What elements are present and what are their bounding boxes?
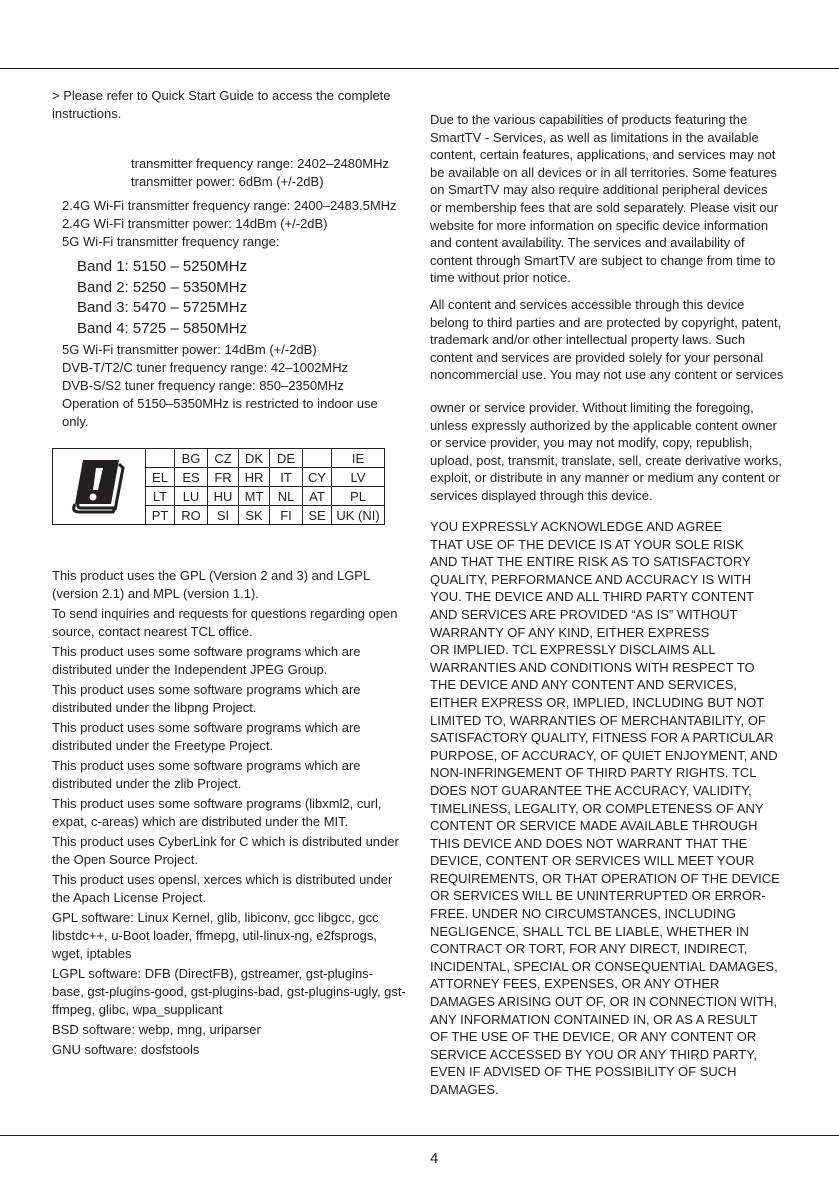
country-code: RO	[175, 506, 208, 525]
text-line: noncommercial use. You may not use any content or services	[430, 367, 784, 383]
text-line: distributed under the libpng Project.	[52, 700, 257, 715]
country-code: IT	[270, 468, 303, 487]
text-line: Band 2: 5250 – 5350MHz	[77, 278, 248, 296]
country-code: NL	[270, 487, 303, 506]
header-rule	[0, 68, 839, 69]
country-code: AT	[303, 487, 332, 506]
text-line: belong to third parties and are protected by copyright, patent,	[430, 314, 782, 330]
text-line: GNU software: dosfstools	[52, 1042, 200, 1057]
text-line: CONTRACT OR TORT, FOR ANY DIRECT, INDIRECT,	[430, 941, 748, 957]
country-code: ES	[175, 468, 208, 487]
wifi-specs	[62, 197, 397, 251]
text-line: LGPL software: DFB (DirectFB), gstreamer, gst-plugins-	[52, 966, 374, 981]
tuner-specs	[62, 341, 378, 431]
license-paragraph	[52, 965, 406, 1019]
text-line: OF THE USE OF THE DEVICE, OR ANY CONTENT OR	[430, 1029, 757, 1045]
bluetooth-specs	[131, 155, 389, 191]
text-line: (version 2.1) and MPL (version 1.1).	[52, 586, 259, 601]
text-line: Operation of 5150–5350MHz is restricted to indoor use	[62, 396, 378, 411]
country-code: UK (NI)	[332, 506, 385, 525]
page-number: 4	[430, 1150, 439, 1167]
text-line: > Please refer to Quick Start Guide to access the complete	[52, 88, 391, 103]
text-line: unless expressly authorized by the applicable content owner	[430, 417, 777, 433]
text-line: the Apach License Project.	[52, 890, 206, 905]
text-line: EITHER EXPRESS OR, IMPLIED, INCLUDING BUT NOT	[430, 694, 765, 710]
country-code: BG	[175, 449, 208, 468]
text-line: owner or service provider. Without limiting the foregoing,	[430, 400, 754, 415]
text-line: Band 3: 5470 – 5725MHz	[77, 299, 248, 317]
text-line: 2.4G Wi-Fi transmitter power: 14dBm (+/-2dB)	[62, 216, 328, 231]
disclaimer-text	[430, 518, 780, 1099]
text-line: WARRANTIES AND CONDITIONS WITH RESPECT TO	[430, 659, 755, 675]
text-line: NEGLIGENCE, SHALL TCL BE LIABLE, WHETHER IN	[430, 923, 749, 939]
text-line: DAMAGES.	[430, 1082, 499, 1097]
country-row	[53, 449, 385, 468]
text-line: CONTENT OR SERVICE MADE AVAILABLE THROUGH	[430, 818, 758, 834]
country-code: DE	[270, 449, 303, 468]
smarttv-services-notice	[430, 111, 778, 287]
country-code: FR	[208, 468, 239, 487]
text-line: THE DEVICE AND ANY CONTENT AND SERVICES,	[430, 677, 738, 693]
text-line: content, certain features, applications, and services may not	[430, 147, 776, 163]
text-line: 2.4G Wi-Fi transmitter frequency range: 2400–2483.5MHz	[62, 198, 397, 213]
intro-text	[52, 87, 391, 123]
text-line: OR IMPLIED. TCL EXPRESSLY DISCLAIMS ALL	[430, 642, 716, 658]
license-paragraph	[52, 1021, 406, 1039]
text-line: be available on all devices or in all territories. Some features	[430, 164, 777, 180]
text-line: This product uses the GPL (Version 2 and 3) and LGPL	[52, 568, 371, 583]
text-line: DEVICE, CONTENT OR SERVICES WILL MEET YOUR	[430, 853, 755, 869]
country-restriction-table	[52, 448, 385, 525]
text-line: source, contact nearest TCL office.	[52, 624, 253, 639]
text-line: SmartTV - Services, as well as limitations in the available	[430, 129, 759, 145]
country-code: LT	[146, 487, 175, 506]
license-paragraph	[52, 681, 406, 717]
text-line: 5G Wi-Fi transmitter frequency range:	[62, 234, 280, 249]
country-code	[146, 449, 175, 468]
text-line: distributed under the zlib Project.	[52, 776, 242, 791]
license-paragraph	[52, 567, 406, 603]
text-line: the Open Source Project.	[52, 852, 198, 867]
text-line: ffmpeg, glibc, wpa_supplicant	[52, 1002, 223, 1017]
license-paragraph	[52, 871, 406, 907]
text-line: DVB-S/S2 tuner frequency range: 850–2350MHz	[62, 378, 344, 393]
wifi-bands	[77, 257, 247, 340]
text-line: expat, c-areas) which are distributed under the MIT.	[52, 814, 349, 829]
text-line: and content availability. The services and availability of	[430, 235, 745, 251]
text-line: distributed under the Freetype Project.	[52, 738, 274, 753]
text-line: ATTORNEY FEES, EXPENSES, OR ANY OTHER	[430, 976, 720, 992]
license-paragraph	[52, 757, 406, 793]
country-code: LV	[332, 468, 385, 487]
text-line: DAMAGES ARISING OUT OF, OR IN CONNECTION WITH,	[430, 994, 778, 1010]
text-line: This product uses opensl, xerces which is distributed under	[52, 872, 393, 887]
text-line: GPL software: Linux Kernel, glib, libiconv, gcc libgcc, gcc	[52, 910, 379, 925]
text-line: SATISFACTORY QUALITY, FITNESS FOR A PARTICULAR	[430, 730, 774, 746]
text-line: This product uses some software programs which are	[52, 720, 361, 735]
text-line: DOES NOT GUARANTEE THE ACCURACY, VALIDITY,	[430, 782, 752, 798]
text-line: REQUIREMENTS, OR THAT OPERATION OF THE DEVICE	[430, 870, 780, 886]
country-code: CZ	[208, 449, 239, 468]
text-line: wget, iptables	[52, 946, 132, 961]
text-line: This product uses some software programs which are	[52, 644, 361, 659]
license-paragraph	[52, 795, 406, 831]
text-line: AND SERVICES ARE PROVIDED “AS IS” WITHOUT	[430, 606, 738, 622]
text-line: transmitter power: 6dBm (+/-2dB)	[131, 174, 324, 189]
text-line: time without prior notice.	[430, 270, 571, 286]
text-line: services displayed through this device.	[430, 487, 653, 503]
text-line: BSD software: webp, mng, uriparser	[52, 1022, 261, 1037]
text-line: This product uses CyberLink for C which is distributed under	[52, 834, 399, 849]
text-line: Band 1: 5150 – 5250MHz	[77, 258, 248, 275]
text-line: TIMELINESS, LEGALITY, OR COMPLETENESS OF ANY	[430, 800, 764, 816]
country-code: HR	[239, 468, 270, 487]
license-paragraph	[52, 605, 406, 641]
license-paragraph	[52, 719, 406, 755]
text-line: This product uses some software programs (libxml2, curl,	[52, 796, 382, 811]
text-line: This product uses some software programs which are	[52, 682, 361, 697]
text-line: instructions.	[52, 106, 122, 121]
country-code: MT	[239, 487, 270, 506]
text-line: THAT USE OF THE DEVICE IS AT YOUR SOLE RISK	[430, 536, 744, 552]
text-line: website for more information on specific device information	[430, 217, 769, 233]
text-line: SERVICE ACCESSED BY YOU OR ANY THIRD PARTY,	[430, 1046, 757, 1062]
text-line: libstdc++, u-Boot loader, ffmepg, util-linux-ng, e2fsprogs,	[52, 928, 377, 943]
text-line: content and services are provided solely for your personal	[430, 349, 764, 365]
country-code: PT	[146, 506, 175, 525]
country-code: EL	[146, 468, 175, 487]
text-line: All content and services accessible through this device	[430, 297, 745, 312]
text-line: transmitter frequency range: 2402–2480MHz	[131, 156, 389, 171]
license-paragraph	[52, 833, 406, 869]
text-line: YOU. THE DEVICE AND ALL THIRD PARTY CONTENT	[430, 589, 755, 605]
country-code: DK	[239, 449, 270, 468]
open-source-licenses	[52, 567, 406, 1061]
content-owner-notice	[430, 399, 782, 505]
text-line: only.	[62, 414, 89, 429]
book-exclamation-icon	[53, 449, 146, 525]
country-code: CY	[303, 468, 332, 487]
text-line: Band 4: 5725 – 5850MHz	[77, 320, 248, 338]
text-line: distributed under the Independent JPEG Group.	[52, 662, 328, 677]
text-line: LIMITED TO, WARRANTIES OF MERCHANTABILITY, OF	[430, 712, 766, 728]
text-line: upload, post, transmit, translate, sell, create derivative works,	[430, 452, 782, 468]
text-line: WARRANTY OF ANY KIND, EITHER EXPRESS	[430, 624, 710, 640]
text-line: trademark and/or other intellectual property laws. Such	[430, 332, 746, 348]
text-line: ANY INFORMATION CONTAINED IN, OR AS A RESULT	[430, 1011, 758, 1027]
country-code: FI	[270, 506, 303, 525]
text-line: exploit, or distribute in any manner or medium any content or	[430, 470, 780, 486]
license-paragraph	[52, 643, 406, 679]
text-line: PURPOSE, OF ACCURACY, OF QUIET ENJOYMENT, AND	[430, 747, 778, 763]
text-line: EVEN IF ADVISED OF THE POSSIBILITY OF SUCH	[430, 1064, 737, 1080]
text-line: INCIDENTAL, SPECIAL OR CONSEQUENTIAL DAMAGES,	[430, 958, 778, 974]
text-line: OR SERVICES WILL BE UNINTERRUPTED OR ERROR-	[430, 888, 766, 904]
text-line: To send inquiries and requests for questions regarding open	[52, 606, 398, 621]
text-line: AND THAT THE ENTIRE RISK AS TO SATISFACTORY	[430, 554, 751, 570]
country-code: SE	[303, 506, 332, 525]
country-code: IE	[332, 449, 385, 468]
text-line: or membership fees that are sold separately. Please visit our	[430, 199, 779, 215]
country-code: PL	[332, 487, 385, 506]
text-line: content through SmartTV are subject to change from time to	[430, 252, 776, 268]
license-paragraph	[52, 909, 406, 963]
text-line: FREE. UNDER NO CIRCUMSTANCES, INCLUDING	[430, 906, 737, 922]
footer-rule	[0, 1135, 839, 1136]
third-party-content-notice	[430, 296, 783, 384]
text-line: base, gst-plugins-good, gst-plugins-bad, gst-plugins-ugly, gst-	[52, 984, 406, 999]
country-code: LU	[175, 487, 208, 506]
text-line: Due to the various capabilities of products featuring the	[430, 112, 748, 127]
text-line: YOU EXPRESSLY ACKNOWLEDGE AND AGREE	[430, 519, 723, 534]
text-line: THIS DEVICE AND DOES NOT WARRANT THAT THE	[430, 835, 748, 851]
text-line: or service provider, you may not modify, copy, republish,	[430, 435, 753, 451]
text-line: on SmartTV may also require additional peripheral devices	[430, 182, 768, 198]
text-line: QUALITY, PERFORMANCE AND ACCURACY IS WITH	[430, 571, 751, 587]
country-code: SK	[239, 506, 270, 525]
license-paragraph	[52, 1041, 406, 1059]
text-line: NON-INFRINGEMENT OF THIRD PARTY RIGHTS. TCL	[430, 765, 757, 781]
country-code: SI	[208, 506, 239, 525]
text-line: 5G Wi-Fi transmitter power: 14dBm (+/-2dB)	[62, 342, 317, 357]
text-line: DVB-T/T2/C tuner frequency range: 42–1002MHz	[62, 360, 349, 375]
text-line: This product uses some software programs which are	[52, 758, 361, 773]
country-code: HU	[208, 487, 239, 506]
country-code	[303, 449, 332, 468]
